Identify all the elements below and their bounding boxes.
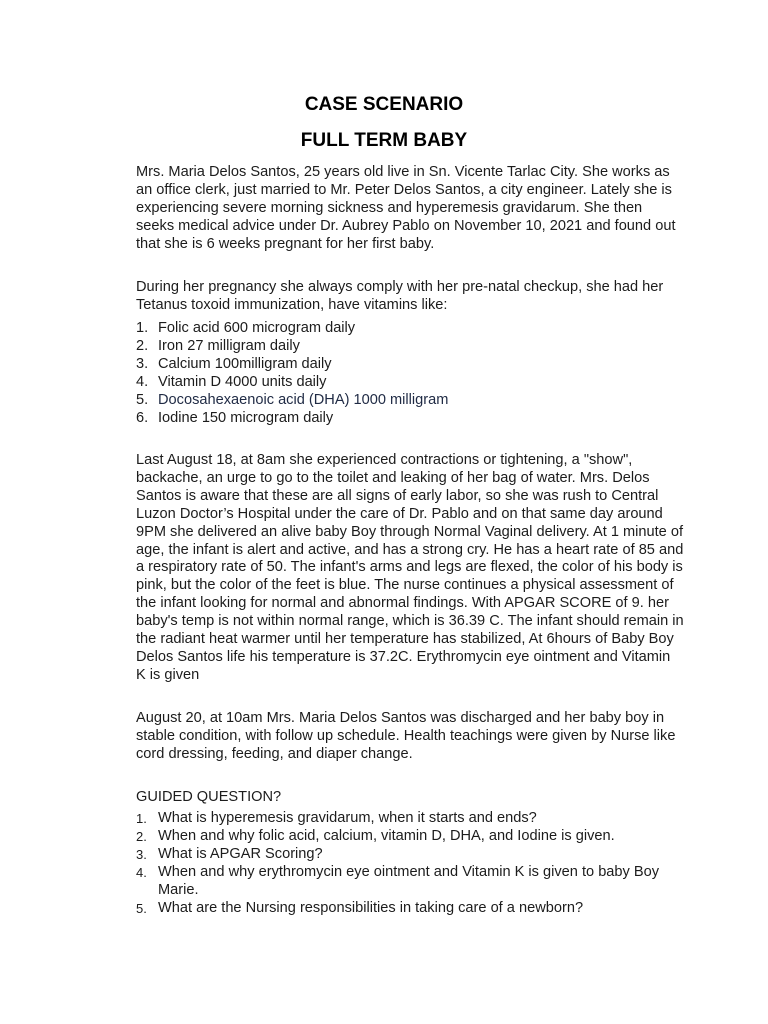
list-item-text: When and why erythromycin eye ointment and Vitamin K is given to baby Boy Marie. (158, 863, 660, 898)
list-item-text: What is hyperemesis gravidarum, when it starts and ends? (158, 810, 537, 826)
list-number: 3. (136, 355, 149, 372)
pregnancy-paragraph: During her pregnancy she always comply with her pre-natal checkup, she had her Tetanus toxoid immunization, have vitamins like: (136, 279, 664, 313)
list-number: 5. (136, 391, 149, 408)
list-number: 1. (136, 320, 149, 336)
list-number: 5. (136, 900, 147, 916)
list-item-text: Vitamin D 4000 units daily (158, 373, 327, 390)
list-item-text: What is APGAR Scoring? (158, 845, 323, 862)
list-number: 6. (136, 409, 149, 426)
list-item (136, 828, 684, 846)
list-item-text: What are the Nursing responsibilities in taking care of a newborn? (158, 899, 584, 916)
discharge-paragraph: August 20, at 10am Mrs. Maria Delos Santos was discharged and her baby boy in stable condition, with follow up schedule. Health teachings were given by Nurse like cord dressing, feeding, and diaper change. (136, 710, 676, 762)
labor-paragraph: Last August 18, at 8am she experienced contractions or tightening, a "show", backache, an urge to go to the toilet and leaking of her bag of water. Mrs. Delos Santos is aware that these are all signs of early labor, so she was rush to Central Luzon Doctor’s Hospital under the care of Dr. Pablo and on that same day around 9PM she delivered an alive baby Boy through Normal Vaginal delivery. At 1 minute of age, the infant is alert and active, and has a strong cry. He has a heart rate of 85 and a respiratory rate of 50. The infant's arms and legs are flexed, the color of his body is pink, but the color of the feet is blue. The nurse continues a physical assessment of the infant looking for normal and abnormal findings. With APGAR SCORE of 9. her baby's temp is not within normal range, which is 36.39 C. The infant should remain in the radiant heat warmer until her temperature has stabilized, At 6hours of Baby Boy Delos Santos life his temperature is 37.2C. Erythromycin eye ointment and Vitamin K is given (136, 452, 684, 683)
list-number: 2. (136, 828, 147, 844)
list-item-text: When and why folic acid, calcium, vitamin D, DHA, and Iodine is given. (158, 827, 615, 844)
list-item (136, 374, 684, 392)
vitamins-list (136, 320, 684, 427)
list-item (136, 392, 684, 410)
list-number: 4. (136, 864, 147, 880)
list-number: 3. (136, 846, 147, 862)
list-item-text: Docosahexaenoic acid (DHA) 1000 milligram (158, 391, 449, 408)
list-item-text: Iodine 150 microgram daily (158, 409, 334, 426)
guided-questions-list (136, 810, 684, 917)
list-item (136, 846, 684, 864)
list-item-text: Iron 27 milligram daily (158, 337, 300, 354)
list-number: 4. (136, 373, 149, 390)
list-item (136, 320, 684, 338)
list-item (136, 810, 684, 828)
intro-paragraph: Mrs. Maria Delos Santos, 25 years old live in Sn. Vicente Tarlac City. She works as an office clerk, just married to Mr. Peter Delos Santos, a city engineer. Lately she is experiencing severe morning sickness and hyperemesis gravidarum. She then seeks medical advice under Dr. Aubrey Pablo on November 10, 2021 and found out that she is 6 weeks pregnant for her first baby. (136, 164, 676, 252)
list-item (136, 356, 684, 374)
document-title: CASE SCENARIO (304, 94, 464, 115)
list-item-text: Calcium 100milligram daily (158, 355, 332, 372)
list-number: 1. (136, 811, 147, 826)
list-item-text: Folic acid 600 microgram daily (158, 320, 356, 336)
list-item (136, 410, 684, 428)
list-item (136, 900, 684, 918)
list-item (136, 338, 684, 356)
document-subtitle: FULL TERM BABY (300, 130, 468, 151)
guided-question-heading: GUIDED QUESTION? (136, 789, 282, 805)
list-number: 2. (136, 337, 149, 354)
list-item (136, 864, 684, 900)
